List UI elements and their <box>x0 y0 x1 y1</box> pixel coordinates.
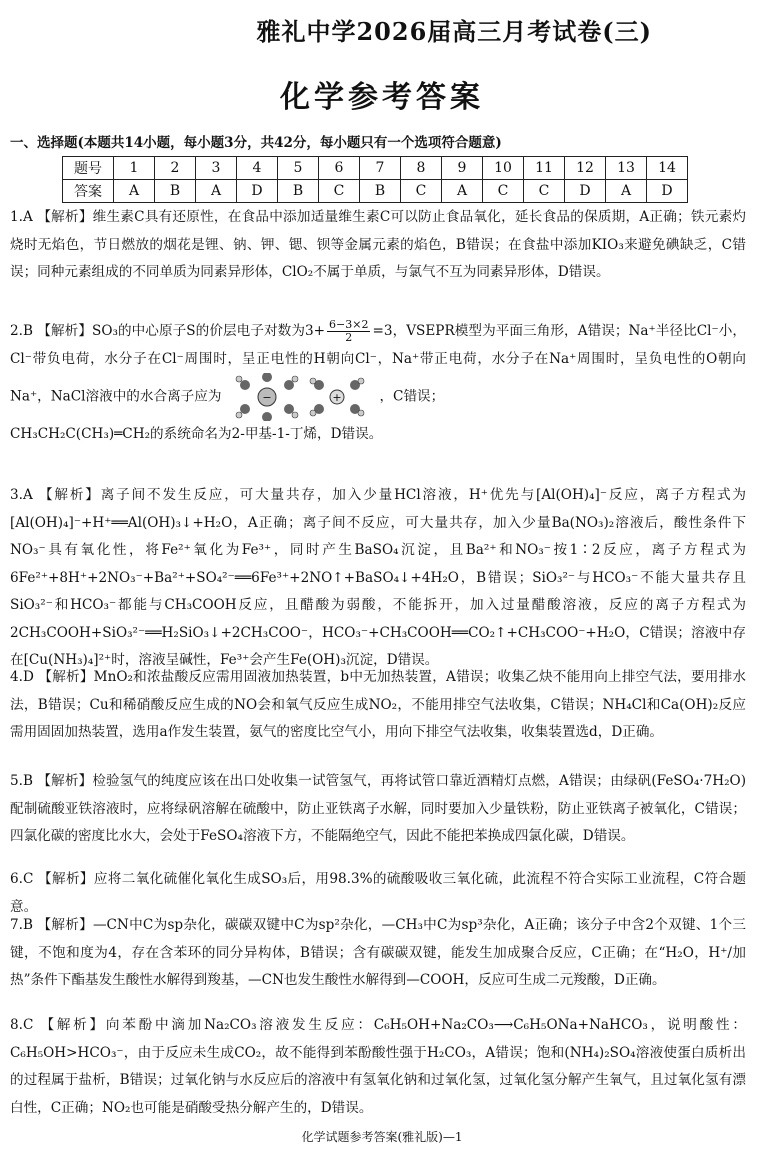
fraction-numerator: 6−3×2 <box>329 318 369 331</box>
answer-cell: B <box>278 180 319 203</box>
anion-sign: − <box>262 391 273 404</box>
question-number: 2 <box>155 157 196 180</box>
answer-cell: A <box>196 180 237 203</box>
q2-text-part-c: ，C错误； <box>379 388 445 405</box>
question-number: 14 <box>647 157 688 180</box>
table-row-answers <box>63 180 688 203</box>
question-8-explanation: 8.C 【解析】向苯酚中滴加Na₂CO₃溶液发生反应：C₆H₅OH+Na₂CO₃⟶C₆H₅ONa+NaHCO₃，说明酸性：C₆H₅OH>HCO₃⁻，由于反应未生成CO₂，故不能得到苯酚酸性强于H₂CO₃，A错误；饱和(NH₄)₂SO₄溶液使蛋白质析出的过程属于盐析，B错误；过氧化钠与水反应后的溶液中有氢氧化钠和过氧化氢，过氧化氢分解产生氧气，且过氧化氢有漂白性，C正确；NO₂也可能是硝酸受热分解产生的，D错误。 <box>10 1017 746 1116</box>
question-3-explanation: 3.A 【解析】离子间不发生反应，可大量共存，加入少量HCl溶液，H⁺优先与[Al(OH)₄]⁻反应，离子方程式为[Al(OH)₄]⁻+H⁺══Al(OH)₃↓+H₂O，A正确；离子间不反应，可大量共存，加入少量Ba(NO₃)₂溶液后，酸性条件下NO₃⁻具有氧化性，将Fe²⁺氧化为Fe³⁺，同时产生BaSO₄沉淀，且Ba²⁺和NO₃⁻按1∶2反应，离子方程式为6Fe²⁺+8H⁺+2NO₃⁻+Ba²⁺+SO₄²⁻══6Fe³⁺+2NO↑+BaSO₄↓+4H₂O，B错误；SiO₃²⁻与HCO₃⁻不能大量共存且SiO₃²⁻和HCO₃⁻都能与CH₃COOH反应，且醋酸为弱酸，不能拆开，加入过量醋酸溶液，反应的离子方程式为2CH₃COOH+SiO₃²⁻══H₂SiO₃↓+2CH₃COO⁻，HCO₃⁻+CH₃COOH══CO₂↑+CH₃COO⁻+H₂O，C错误；溶液中存在[Cu(NH₃)₄]²⁺时，溶液呈碱性，Fe³⁺会产生Fe(OH)₃沉淀，D错误。 <box>10 487 746 668</box>
page-title: 化学参考答案 <box>280 80 484 115</box>
answer-cell: D <box>237 180 278 203</box>
answer-cell: A <box>606 180 647 203</box>
answer-cell: C <box>483 180 524 203</box>
question-5-explanation: 5.B 【解析】检验氢气的纯度应该在出口处收集一试管氢气，再将试管口靠近酒精灯点燃，A错误；由绿矾(FeSO₄·7H₂O)配制硫酸亚铁溶液时，应将绿矾溶解在硫酸中，防止亚铁离子水解，同时要加入少量铁粉，防止亚铁离子被氧化，C错误；四氯化碳的密度比水大，会处于FeSO₄溶液下方，不能隔绝空气，因此不能把苯换成四氯化碳，D错误。 <box>10 773 746 844</box>
q2-text-part-b: =3，VSEPR模型为平面三角形，A错误；Na⁺半径比Cl⁻小，Cl⁻带负电荷，水分子在Cl⁻周围时，呈正电性的H朝向Cl⁻，Na⁺带正电荷，水分子在Na⁺周围时，呈负电性的O朝向Na⁺，NaCl溶液中的水合离子应为 <box>10 323 746 405</box>
answer-cell: A <box>114 180 155 203</box>
answer-table <box>62 156 688 203</box>
question-1-explanation: 1.A 【解析】维生素C具有还原性，在食品中添加适量维生素C可以防止食品氧化，延长食品的保质期，A正确；铁元素灼烧时无焰色，节日燃放的烟花是锂、钠、钾、锶、钡等金属元素的焰色，B错误；在食盐中添加KIO₃来避免碘缺乏，C错误；同种元素组成的不同单质为同素异形体，ClO₂不属于单质，与氯气不互为同素异形体，D错误。 <box>10 209 746 280</box>
question-number: 1 <box>114 157 155 180</box>
table-row-numbers <box>63 157 688 180</box>
question-6-explanation: 6.C 【解析】应将二氧化硫催化氧化生成SO₃后，用98.3%的硫酸吸收三氧化硫，此流程不符合实际工业流程，C符合题意。 <box>10 871 746 915</box>
answer-cell: D <box>647 180 688 203</box>
fraction-denominator: 2 <box>345 331 353 344</box>
page-footer: 化学试题参考答案(雅礼版)—1 <box>301 1130 463 1144</box>
q2-text-part-d: CH₃CH₂C(CH₃)═CH₂的系统命名为2-甲基-1-丁烯，D错误。 <box>10 426 383 442</box>
question-number: 12 <box>565 157 606 180</box>
question-number: 7 <box>360 157 401 180</box>
question-number: 13 <box>606 157 647 180</box>
question-4-explanation: 4.D 【解析】MnO₂和浓盐酸反应需用固液加热装置，b中无加热装置，A错误；收集乙炔不能用向上排空气法，要用排水法，B错误；Cu和稀硝酸反应生成的NO会和氧气反应生成NO₂，不能用排空气法收集，C错误；NH₄Cl和Ca(OH)₂反应需用固固加热装置，选用a作发生装置，氨气的密度比空气小，用向下排空气法收集，收集装置选d，D正确。 <box>10 669 746 740</box>
question-2-explanation <box>10 318 746 449</box>
row-label-number: 题号 <box>63 157 114 180</box>
question-number: 8 <box>401 157 442 180</box>
q2-text-part-a: 2.B 【解析】SO₃的中心原子S的价层电子对数为3+ <box>10 323 326 339</box>
answer-cell: C <box>524 180 565 203</box>
answer-cell: B <box>155 180 196 203</box>
question-number: 9 <box>442 157 483 180</box>
cation-sign: + <box>332 391 343 404</box>
hydrated-ion-diagram <box>225 373 375 421</box>
question-number: 6 <box>319 157 360 180</box>
answer-cell: C <box>319 180 360 203</box>
question-number: 4 <box>237 157 278 180</box>
row-label-answer: 答案 <box>63 180 114 203</box>
sodium-hydrated-ion <box>310 378 364 416</box>
question-number: 11 <box>524 157 565 180</box>
question-number: 3 <box>196 157 237 180</box>
answer-cell: A <box>442 180 483 203</box>
answer-cell: B <box>360 180 401 203</box>
section-heading: 一、选择题(本题共14小题，每小题3分，共42分，每小题只有一个选项符合题意) <box>10 135 502 151</box>
question-number: 10 <box>483 157 524 180</box>
answer-cell: C <box>401 180 442 203</box>
question-number: 5 <box>278 157 319 180</box>
school-title: 雅礼中学2026届高三月考试卷(三) <box>256 17 652 46</box>
question-7-explanation: 7.B 【解析】—CN中C为sp杂化，碳碳双键中C为sp²杂化，—CH₃中C为sp³杂化，A正确；该分子中含2个双键、1个三键，不饱和度为4，存在含苯环的同分异构体，B错误；含有碳碳双键，能发生加成聚合反应，C正确；在“H₂O，H⁺/加热”条件下酯基发生酸性水解得到羧基，—CN也发生酸性水解得到—COOH，反应可生成二元羧酸，D正确。 <box>10 917 746 988</box>
fraction <box>327 319 370 344</box>
chloride-hydrated-ion <box>236 373 298 421</box>
answer-cell: D <box>565 180 606 203</box>
